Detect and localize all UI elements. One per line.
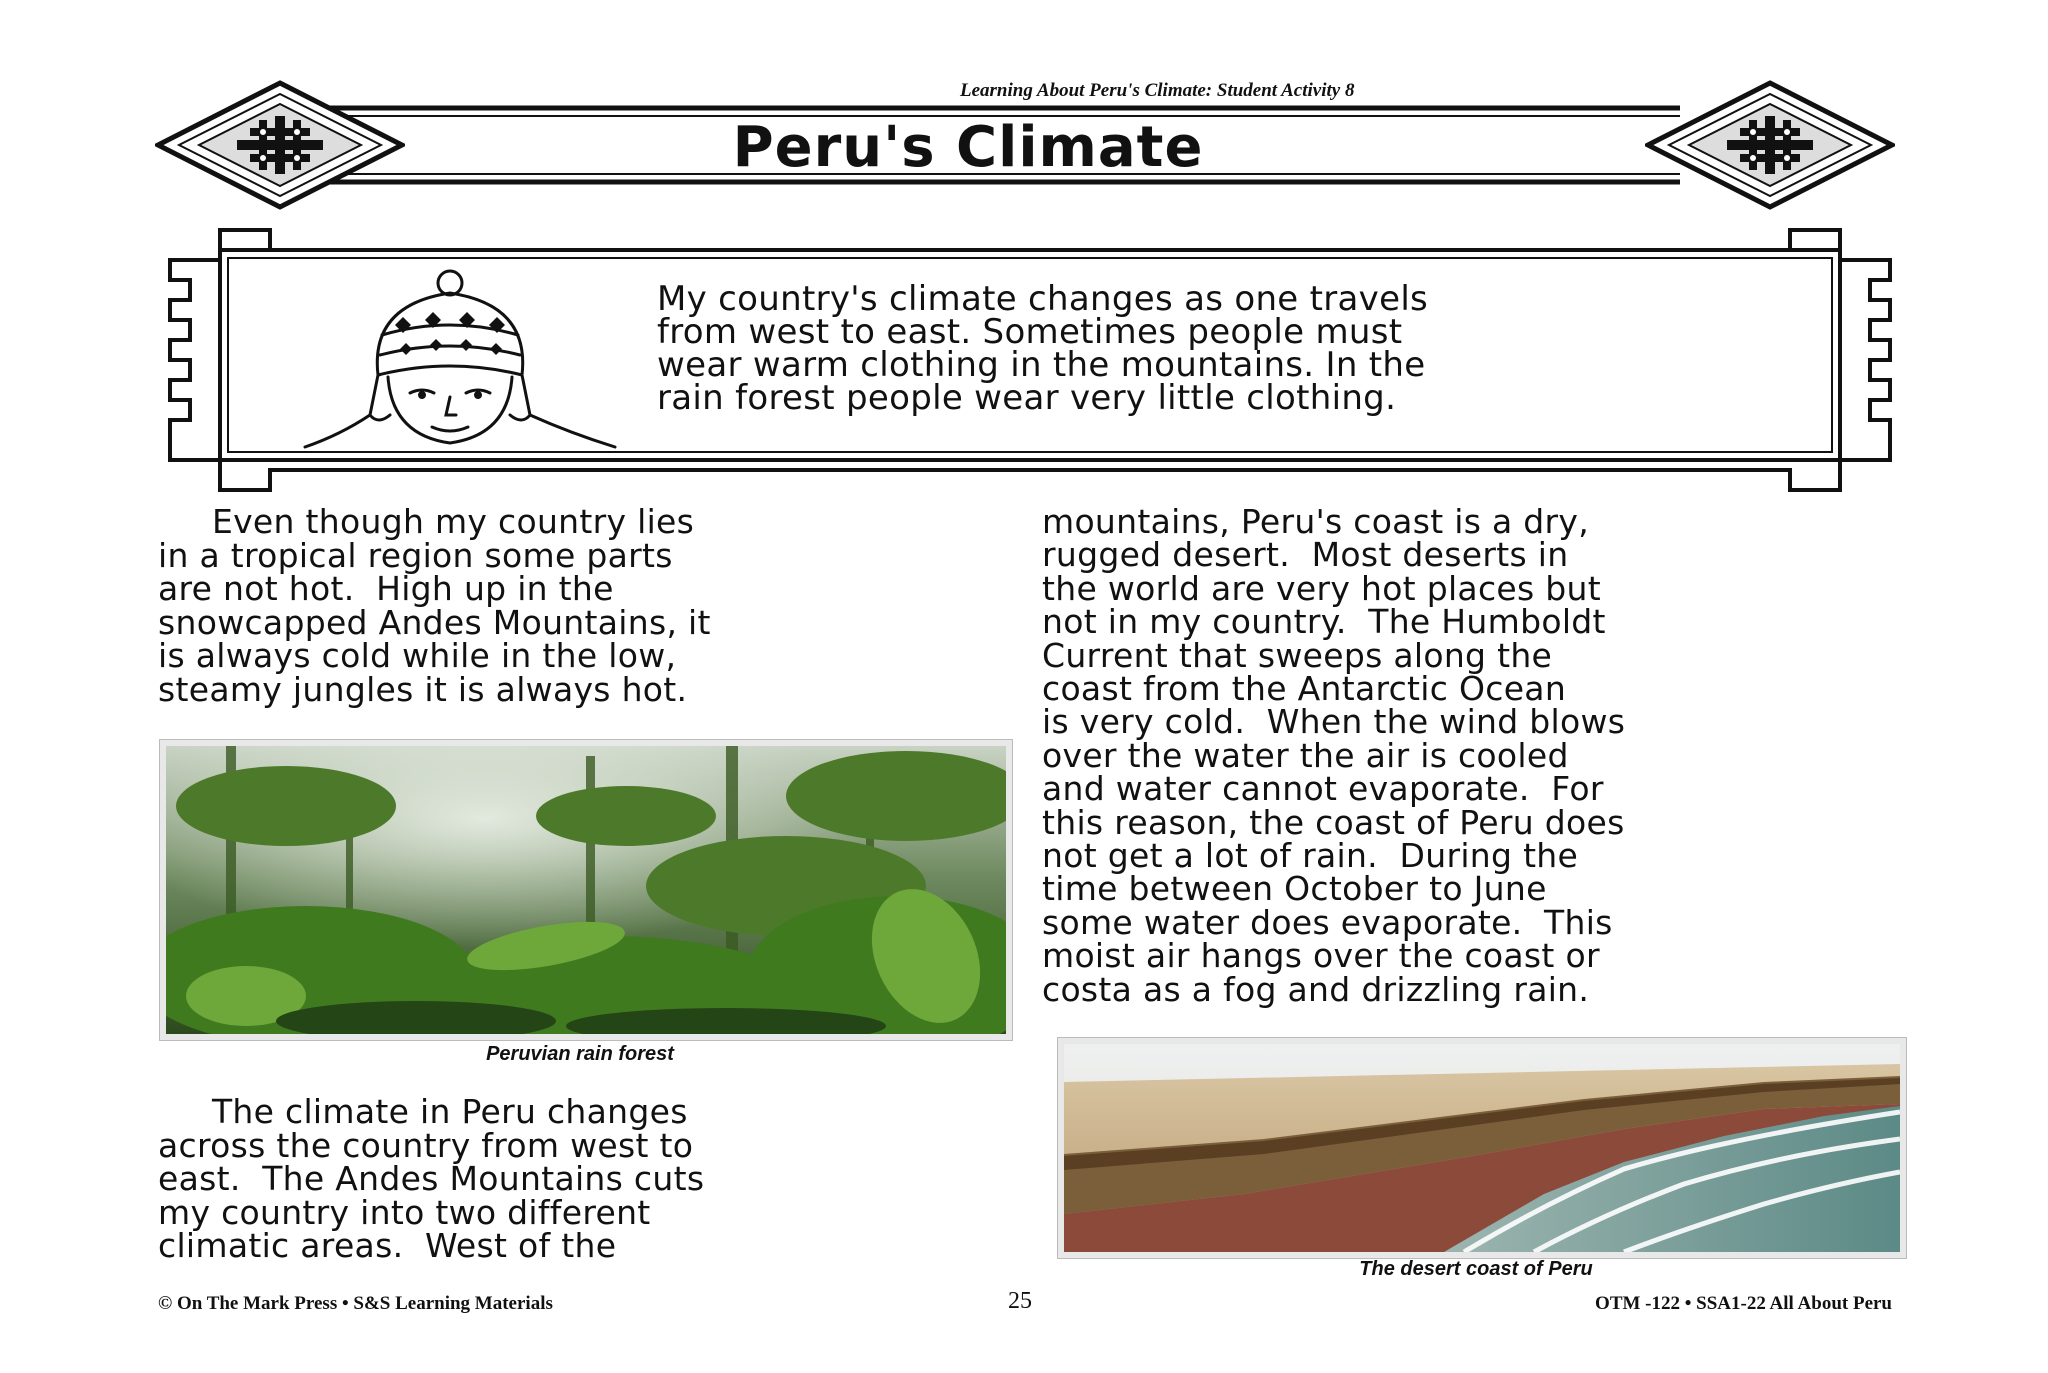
- right-column: [1042, 502, 1922, 1009]
- intro-speech-text: [657, 279, 1837, 418]
- page-number: 25: [1008, 1288, 1032, 1314]
- footer-product-code: OTM -122 • SSA1-22 All About Peru: [1595, 1293, 1892, 1314]
- rainforest-photo: [160, 740, 1012, 1040]
- desert-caption: The desert coast of Peru: [1359, 1258, 1593, 1280]
- left-paragraph-1: Even though my country lies in a tropical region some parts are not hot. High up in the snowcapped Andes Mountains, it is always cold while in the low, steamy jungles it is always hot.: [158, 502, 711, 709]
- left-paragraph-2: The climate in Peru changes across the country from west to east. The Andes Mountains cuts my country into two different climatic areas. West of the: [158, 1092, 705, 1265]
- child-with-knit-hat-icon: [300, 265, 620, 450]
- desert-coast-photo: [1058, 1038, 1906, 1258]
- left-column: [158, 502, 998, 709]
- rainforest-caption: Peruvian rain forest: [486, 1043, 674, 1065]
- left-column-lower: [158, 1092, 998, 1265]
- diamond-knot-ornament-icon: [1645, 80, 1895, 210]
- right-paragraph: mountains, Peru's coast is a dry, rugged desert. Most deserts in the world are very hot places but not in my country. The Humboldt Current that sweeps along the coast from the Antarctic Ocean is very cold. When the wind blows over the water the air is cooled and water cannot evaporate. For this reason, the coast of Peru does not get a lot of rain. During the time between October to June some water does evaporate. This moist air hangs over the coast or costa as a fog and drizzling rain.: [1042, 502, 1626, 1009]
- footer-publisher: © On The Mark Press • S&S Learning Materials: [158, 1293, 553, 1314]
- activity-subtitle: Learning About Peru's Climate: Student Activity 8: [960, 80, 1355, 101]
- page-title: Peru's Climate: [732, 115, 1204, 180]
- intro-paragraph: My country's climate changes as one travels from west to east. Sometimes people must wear warm clothing in the mountains. In the rain forest people wear very little clothing.: [657, 279, 1429, 418]
